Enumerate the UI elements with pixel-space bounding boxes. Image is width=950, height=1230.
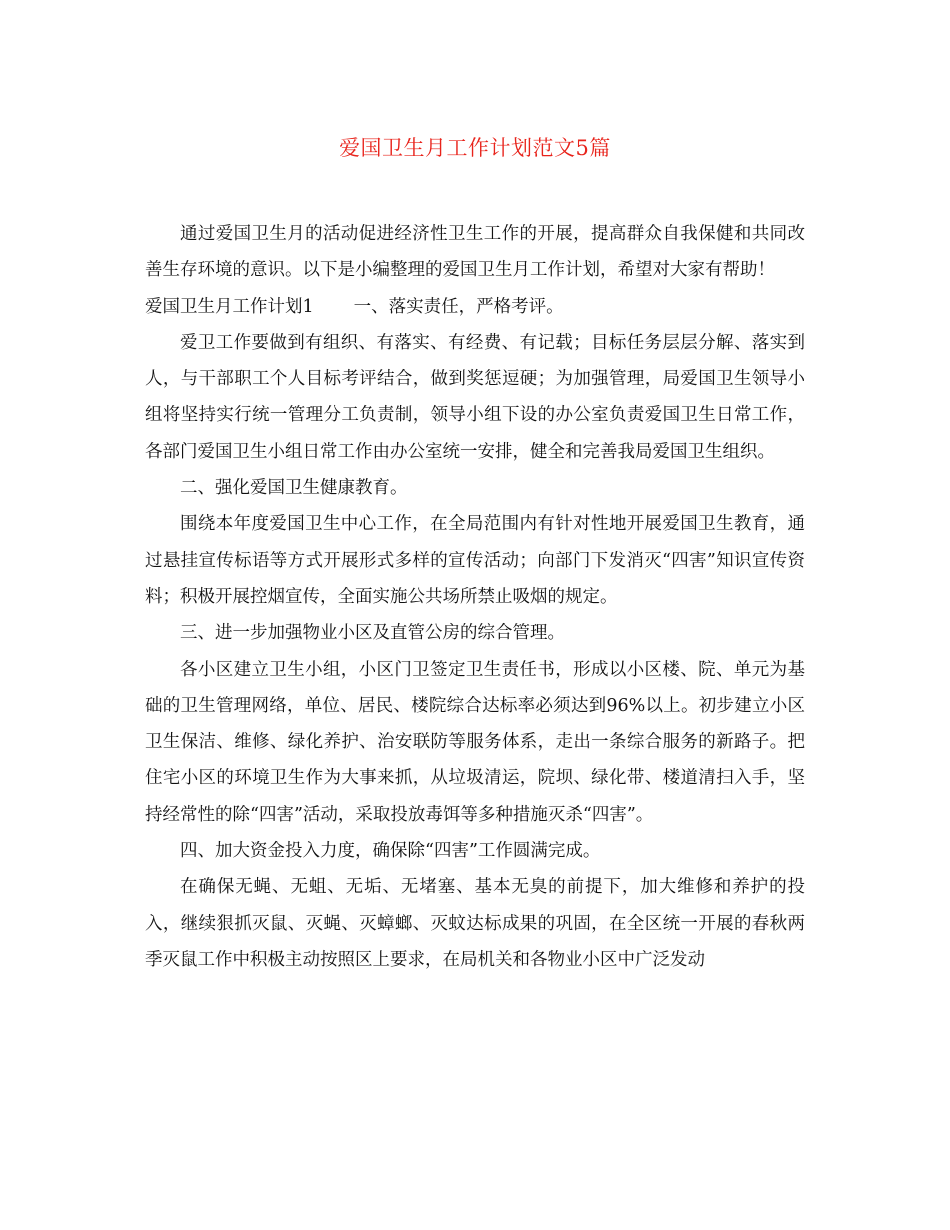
section3-body: 各小区建立卫生小组，小区门卫签定卫生责任书，形成以小区楼、院、单元为基础的卫生管理网络，单位、居民、楼院综合达标率必须达到96%以上。初步建立小区卫生保洁、维修、绿化养护、治安联防等服务体系，走出一条综合服务的新路子。把住宅小区的环境卫生作为大事来抓，从垃圾清运，院坝、绿化带、楼道清扫入手，坚持经常性的除“四害”活动，采取投放毒饵等多种措施灭杀“四害”。 xyxy=(145,659,805,825)
section4-body: 在确保无蝇、无蛆、无垢、无堵塞、基本无臭的前提下，加大维修和养护的投入，继续狠抓灭鼠、灭蝇、灭蟑螂、灭蚊达标成果的巩固，在全区统一开展的春秋两季灭鼠工作中积极主动按照区上要求，在局机关和各物业小区中广泛发动 xyxy=(145,877,805,970)
section3-heading: 三、进一步加强物业小区及直管公房的综合管理。 xyxy=(180,623,565,644)
plan-label: 爱国卫生月工作计划1 xyxy=(145,296,314,317)
section1-body: 爱卫工作要做到有组织、有落实、有经费、有记载；目标任务层层分解、落实到人，与干部职工个人目标考评结合，做到奖惩逗硬；为加强管理，局爱国卫生领导小组将坚持实行统一管理分工负责制，领导小组下设的办公室负责爱国卫生日常工作，各部门爱国卫生小组日常工作由办公室统一安排，健全和完善我局爱国卫生组织。 xyxy=(145,332,805,462)
section2-heading: 二、强化爱国卫生健康教育。 xyxy=(180,478,408,499)
plan-heading-line xyxy=(145,289,805,325)
document-body xyxy=(145,216,805,978)
intro-paragraph: 通过爱国卫生月的活动促进经济性卫生工作的开展，提高群众自我保健和共同改善生存环境的意识。以下是小编整理的爱国卫生月工作计划，希望对大家有帮助！ xyxy=(145,224,805,281)
section4-heading: 四、加大资金投入力度，确保除“四害”工作圆满完成。 xyxy=(180,841,601,862)
document-title: 爱国卫生月工作计划范文5篇 xyxy=(339,136,611,160)
section1-heading: 一、落实责任，严格考评。 xyxy=(353,296,564,317)
section2-body: 围绕本年度爱国卫生中心工作，在全局范围内有针对性地开展爱国卫生教育，通过悬挂宣传标语等方式开展形式多样的宣传活动；向部门下发消灭“四害”知识宣传资料；积极开展控烟宣传，全面实施公共场所禁止吸烟的规定。 xyxy=(145,514,805,607)
